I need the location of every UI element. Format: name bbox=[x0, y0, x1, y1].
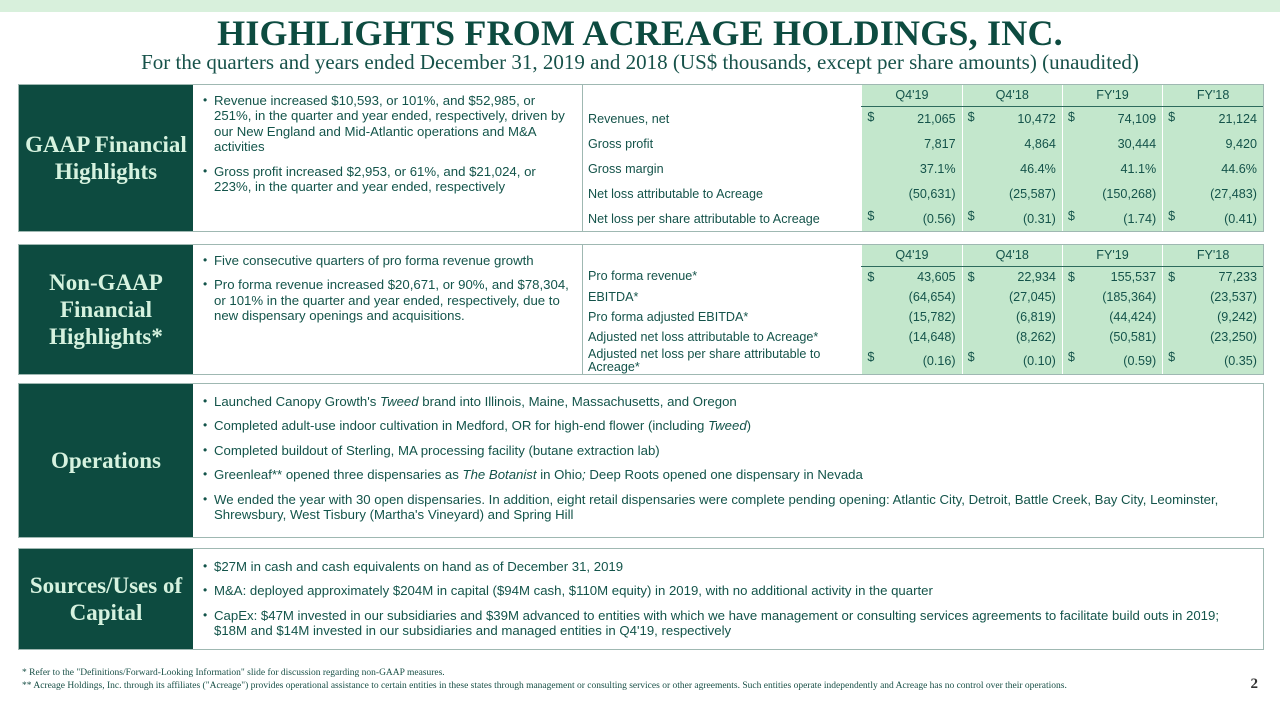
nongaap-table-row bbox=[583, 307, 1263, 327]
nongaap-table-cell bbox=[1163, 327, 1263, 347]
nongaap-table-cell-value: (6,819) bbox=[1015, 309, 1056, 324]
currency-symbol: $ bbox=[1067, 269, 1075, 284]
gaap-table-row-label: Gross margin bbox=[583, 156, 862, 181]
nongaap-table-cell bbox=[1163, 287, 1263, 307]
operations-bullet-text: Launched Canopy Growth's Tweed brand into Illinois, Maine, Massachusetts, and Oregon bbox=[214, 394, 737, 409]
gaap-table-cell bbox=[862, 181, 962, 206]
operations-bullet-text: We ended the year with 30 open dispensaries. In addition, eight retail dispensaries were complete pending opening: Atlantic City, Detroit, Battle Creek, Bay City, Leominster, Shrewsbury, West Tisbury (Martha's Vineyard) and Spring Hill bbox=[214, 491, 1219, 523]
nongaap-table-cell-value: (0.10) bbox=[1022, 353, 1056, 368]
nongaap-bullet-text: Pro forma revenue increased $20,671, or 90%, and $78,304, or 101% in the quarter and year ended, respectively, due to new dispensary openings and acquisitions. bbox=[214, 277, 569, 324]
section-body-operations bbox=[193, 384, 1263, 537]
page-number: 2 bbox=[1250, 676, 1258, 692]
gaap-table-cell bbox=[1163, 206, 1263, 231]
gaap-table-row-label: Net loss attributable to Acreage bbox=[583, 181, 862, 206]
section-body-nongaap bbox=[193, 245, 1263, 374]
capital-bullet-item bbox=[203, 559, 1253, 574]
nongaap-table-cell-value: (23,250) bbox=[1210, 329, 1257, 344]
nongaap-table-cell-value: (9,242) bbox=[1217, 309, 1257, 324]
section-label-gaap: GAAP Financial Highlights bbox=[19, 85, 193, 231]
gaap-table-cell-value: 46.4% bbox=[1020, 161, 1056, 176]
nongaap-table-cell-value: 77,233 bbox=[1218, 269, 1257, 284]
gaap-table-cell-value: (150,268) bbox=[1102, 186, 1157, 201]
bullet-dot-icon: • bbox=[203, 442, 208, 457]
gaap-table-cell bbox=[962, 206, 1062, 231]
gaap-table-cell-value: 30,444 bbox=[1117, 136, 1157, 151]
nongaap-bullet-text: Five consecutive quarters of pro forma revenue growth bbox=[214, 253, 534, 268]
gaap-table-row bbox=[583, 106, 1263, 131]
nongaap-table-row bbox=[583, 327, 1263, 347]
footnote-text: * Refer to the "Definitions/Forward-Looking Information" slide for discussion regarding non-GAAP measures. bbox=[22, 668, 445, 678]
nongaap-bullet-list bbox=[193, 245, 583, 374]
nongaap-table-cell-value: (185,364) bbox=[1102, 289, 1157, 304]
currency-symbol: $ bbox=[867, 209, 875, 224]
nongaap-table-cell bbox=[1062, 266, 1162, 287]
gaap-table-row-label: Revenues, net bbox=[583, 106, 862, 131]
operations-bullet-item bbox=[203, 492, 1253, 523]
currency-symbol: $ bbox=[867, 269, 875, 284]
nongaap-table-cell-value: 22,934 bbox=[1017, 269, 1056, 284]
bullet-dot-icon: • bbox=[203, 491, 208, 506]
gaap-table-cell bbox=[1062, 181, 1162, 206]
operations-bullet-item bbox=[203, 394, 1253, 409]
capital-bullet-item bbox=[203, 583, 1253, 598]
page-subtitle: For the quarters and years ended December 31, 2019 and 2018 (US$ thousands, except per share amounts) (unaudited) bbox=[141, 50, 1139, 74]
nongaap-table-cell bbox=[962, 347, 1062, 375]
nongaap-table-cell bbox=[1062, 327, 1162, 347]
nongaap-table-cell bbox=[1062, 307, 1162, 327]
capital-bullet-item bbox=[203, 608, 1253, 639]
gaap-table-column-header: FY'19 bbox=[1062, 85, 1162, 106]
nongaap-table-cell bbox=[862, 347, 962, 375]
bullet-dot-icon: • bbox=[203, 394, 208, 408]
bullet-dot-icon: • bbox=[203, 559, 208, 573]
currency-symbol: $ bbox=[967, 349, 975, 364]
footnote-text: ** Acreage Holdings, Inc. through its affiliates ("Acreage") provides operational assistance to certain entities in these states through management or consulting services or other agreements. Such entities operate independently and Acreage has no control over their operations. bbox=[22, 680, 1067, 691]
nongaap-table-cell-value: 155,537 bbox=[1110, 269, 1157, 284]
nongaap-table-row bbox=[583, 266, 1263, 287]
gaap-bullet-item bbox=[203, 93, 572, 155]
section-non-gaap-financial-highlights bbox=[18, 244, 1264, 375]
nongaap-table-cell bbox=[962, 327, 1062, 347]
gaap-table-cell-value: 10,472 bbox=[1017, 111, 1056, 126]
nongaap-table-cell-value: (27,045) bbox=[1008, 289, 1056, 304]
operations-bullet-text: Greenleaf** opened three dispensaries as The Botanist in Ohio; Deep Roots opened one dispensary in Nevada bbox=[214, 467, 863, 483]
gaap-table-cell bbox=[862, 106, 962, 131]
section-label-capital: Sources/Uses of Capital bbox=[19, 549, 193, 649]
gaap-table-cell-value: (25,587) bbox=[1008, 186, 1056, 201]
nongaap-table-cell-value: (50,581) bbox=[1109, 329, 1157, 344]
nongaap-bullet-item bbox=[203, 277, 572, 323]
gaap-table-cell bbox=[1163, 156, 1263, 181]
nongaap-table-cell-value: (0.16) bbox=[922, 353, 956, 368]
bullet-dot-icon: • bbox=[203, 418, 208, 433]
section-operations bbox=[18, 383, 1264, 538]
nongaap-table-cell-value: (14,648) bbox=[908, 329, 956, 344]
gaap-financial-table bbox=[583, 85, 1263, 231]
currency-symbol: $ bbox=[1168, 109, 1176, 124]
section-body-gaap bbox=[193, 85, 1263, 231]
gaap-table-cell bbox=[962, 131, 1062, 156]
nongaap-table-row-label: Adjusted net loss attributable to Acreage* bbox=[583, 327, 862, 347]
nongaap-table-cell bbox=[962, 307, 1062, 327]
gaap-table-cell bbox=[962, 106, 1062, 131]
bullet-dot-icon: • bbox=[203, 607, 208, 622]
gaap-table-cell-value: 74,109 bbox=[1117, 111, 1157, 126]
gaap-table-cell-value: 44.6% bbox=[1221, 161, 1257, 176]
gaap-table-row bbox=[583, 206, 1263, 231]
nongaap-table-cell-value: (0.35) bbox=[1224, 353, 1257, 368]
page-title: HIGHLIGHTS FROM ACREAGE HOLDINGS, INC. bbox=[217, 13, 1063, 53]
operations-bullet-text: Completed buildout of Sterling, MA processing facility (butane extraction lab) bbox=[214, 442, 660, 458]
nongaap-table-row-label: Adjusted net loss per share attributable to Acreage* bbox=[583, 347, 862, 375]
gaap-table-cell-value: 41.1% bbox=[1120, 161, 1157, 176]
gaap-table-cell bbox=[1163, 181, 1263, 206]
nongaap-table-cell-value: 43,605 bbox=[917, 269, 956, 284]
nongaap-bullet-item bbox=[203, 253, 572, 268]
nongaap-table-row-label: EBITDA* bbox=[583, 287, 862, 307]
gaap-table-cell-value: (50,631) bbox=[908, 186, 956, 201]
operations-bullet-item bbox=[203, 418, 1253, 433]
bullet-dot-icon: • bbox=[203, 467, 208, 482]
bullet-dot-icon: • bbox=[203, 277, 208, 292]
nongaap-table-row bbox=[583, 287, 1263, 307]
nongaap-table-cell bbox=[862, 307, 962, 327]
gaap-table-cell bbox=[862, 206, 962, 231]
gaap-table-cell-value: (27,483) bbox=[1210, 186, 1257, 201]
currency-symbol: $ bbox=[1168, 349, 1176, 364]
nongaap-financial-table bbox=[583, 245, 1263, 375]
nongaap-table-cell-value: (64,654) bbox=[908, 289, 956, 304]
gaap-bullet-text: Gross profit increased $2,953, or 61%, and $21,024, or 223%, in the quarter and year ended, respectively bbox=[214, 163, 536, 195]
gaap-table-cell-value: (1.74) bbox=[1123, 211, 1157, 226]
gaap-table-row bbox=[583, 156, 1263, 181]
section-label-nongaap: Non-GAAP Financial Highlights* bbox=[19, 245, 193, 374]
nongaap-table-column-header: Q4'19 bbox=[862, 245, 962, 266]
gaap-table-cell-value: 4,864 bbox=[1024, 136, 1056, 151]
nongaap-table-cell bbox=[862, 287, 962, 307]
gaap-table-cell-value: (0.56) bbox=[922, 211, 956, 226]
bullet-dot-icon: • bbox=[203, 93, 208, 107]
gaap-table-cell bbox=[1163, 106, 1263, 131]
gaap-table-cell bbox=[962, 156, 1062, 181]
nongaap-table-cell bbox=[862, 327, 962, 347]
bullet-dot-icon: • bbox=[203, 583, 208, 598]
gaap-table-cell bbox=[862, 156, 962, 181]
nongaap-table-cell bbox=[1062, 347, 1162, 375]
nongaap-table-column-header: FY'19 bbox=[1062, 245, 1162, 266]
capital-bullet-text: M&A: deployed approximately $204M in capital ($94M cash, $110M equity) in 2019, with no additional activity in the quarter bbox=[214, 583, 933, 599]
gaap-table-cell-value: 9,420 bbox=[1225, 136, 1257, 151]
currency-symbol: $ bbox=[967, 209, 975, 224]
section-gaap-financial-highlights bbox=[18, 84, 1264, 232]
capital-bullet-text: CapEx: $47M invested in our subsidiaries and $39M advanced to entities with which we have management or consulting services agreements to facilitate build outs in 2019; $18M and $14M invested in our subsidiaries and managed entities in Q4'19, respectively bbox=[214, 607, 1220, 639]
nongaap-table-cell-value: (0.59) bbox=[1123, 353, 1157, 368]
currency-symbol: $ bbox=[967, 269, 975, 284]
bullet-dot-icon: • bbox=[203, 253, 208, 267]
gaap-table-cell-value: (0.41) bbox=[1224, 211, 1257, 226]
gaap-table-row bbox=[583, 131, 1263, 156]
gaap-table-column-header: Q4'19 bbox=[862, 85, 962, 106]
section-body-capital bbox=[193, 549, 1263, 649]
nongaap-table-cell-value: (23,537) bbox=[1210, 289, 1257, 304]
operations-bullet-item bbox=[203, 443, 1253, 458]
gaap-table-cell bbox=[862, 131, 962, 156]
capital-bullet-list bbox=[193, 549, 1263, 649]
footnotes bbox=[22, 668, 1212, 693]
gaap-table-cell-value: 7,817 bbox=[924, 136, 956, 151]
bullet-dot-icon: • bbox=[203, 163, 208, 178]
gaap-table-row-label: Net loss per share attributable to Acreage bbox=[583, 206, 862, 231]
gaap-bullet-text: Revenue increased $10,593, or 101%, and $52,985, or 251%, in the quarter and year ended, respectively, driven by our New England and Mid-Atlantic operations and M&A activities bbox=[214, 93, 565, 155]
operations-bullet-item bbox=[203, 467, 1253, 482]
nongaap-table-cell-value: (15,782) bbox=[908, 309, 956, 324]
gaap-table-cell-value: 21,065 bbox=[917, 111, 956, 126]
gaap-table-cell-value: 37.1% bbox=[919, 161, 956, 176]
gaap-table-cell bbox=[1062, 106, 1162, 131]
nongaap-table-cell bbox=[862, 266, 962, 287]
nongaap-table-cell bbox=[1163, 347, 1263, 375]
gaap-table-cell bbox=[1062, 156, 1162, 181]
nongaap-table-cell bbox=[1062, 287, 1162, 307]
currency-symbol: $ bbox=[967, 109, 975, 124]
nongaap-table-cell-value: (8,262) bbox=[1015, 329, 1056, 344]
gaap-table-row bbox=[583, 181, 1263, 206]
nongaap-table-cell bbox=[1163, 266, 1263, 287]
gaap-table-column-header: Q4'18 bbox=[962, 85, 1062, 106]
nongaap-table-corner-cell bbox=[583, 245, 862, 266]
gaap-bullet-list bbox=[193, 85, 583, 231]
section-label-operations: Operations bbox=[19, 384, 193, 537]
nongaap-table-row-label: Pro forma adjusted EBITDA* bbox=[583, 307, 862, 327]
gaap-table-cell bbox=[1062, 206, 1162, 231]
nongaap-table-cell bbox=[1163, 307, 1263, 327]
gaap-table-cell-value: 21,124 bbox=[1218, 111, 1257, 126]
currency-symbol: $ bbox=[1067, 209, 1075, 224]
gaap-table-corner-cell bbox=[583, 85, 862, 106]
currency-symbol: $ bbox=[867, 109, 875, 124]
currency-symbol: $ bbox=[1067, 349, 1075, 364]
currency-symbol: $ bbox=[1168, 269, 1176, 284]
currency-symbol: $ bbox=[867, 349, 875, 364]
gaap-table-cell bbox=[1163, 131, 1263, 156]
gaap-bullet-item bbox=[203, 164, 572, 195]
operations-bullet-list bbox=[193, 384, 1263, 537]
gaap-table-row-label: Gross profit bbox=[583, 131, 862, 156]
gaap-table-cell-value: (0.31) bbox=[1022, 211, 1056, 226]
capital-bullet-text: $27M in cash and cash equivalents on hand as of December 31, 2019 bbox=[214, 559, 624, 574]
section-sources-uses-of-capital bbox=[18, 548, 1264, 650]
nongaap-table-row-label: Pro forma revenue* bbox=[583, 266, 862, 287]
nongaap-table-cell bbox=[962, 287, 1062, 307]
gaap-table-cell bbox=[962, 181, 1062, 206]
nongaap-table-cell bbox=[962, 266, 1062, 287]
currency-symbol: $ bbox=[1168, 209, 1176, 224]
gaap-table-column-header: FY'18 bbox=[1163, 85, 1263, 106]
top-accent-strip bbox=[0, 0, 1280, 12]
nongaap-table-cell-value: (44,424) bbox=[1109, 309, 1157, 324]
currency-symbol: $ bbox=[1067, 109, 1075, 124]
nongaap-table-column-header: FY'18 bbox=[1163, 245, 1263, 266]
nongaap-table-column-header: Q4'18 bbox=[962, 245, 1062, 266]
nongaap-table-row bbox=[583, 347, 1263, 375]
operations-bullet-text: Completed adult-use indoor cultivation in Medford, OR for high-end flower (including Tweed) bbox=[214, 418, 752, 434]
gaap-table-cell bbox=[1062, 131, 1162, 156]
